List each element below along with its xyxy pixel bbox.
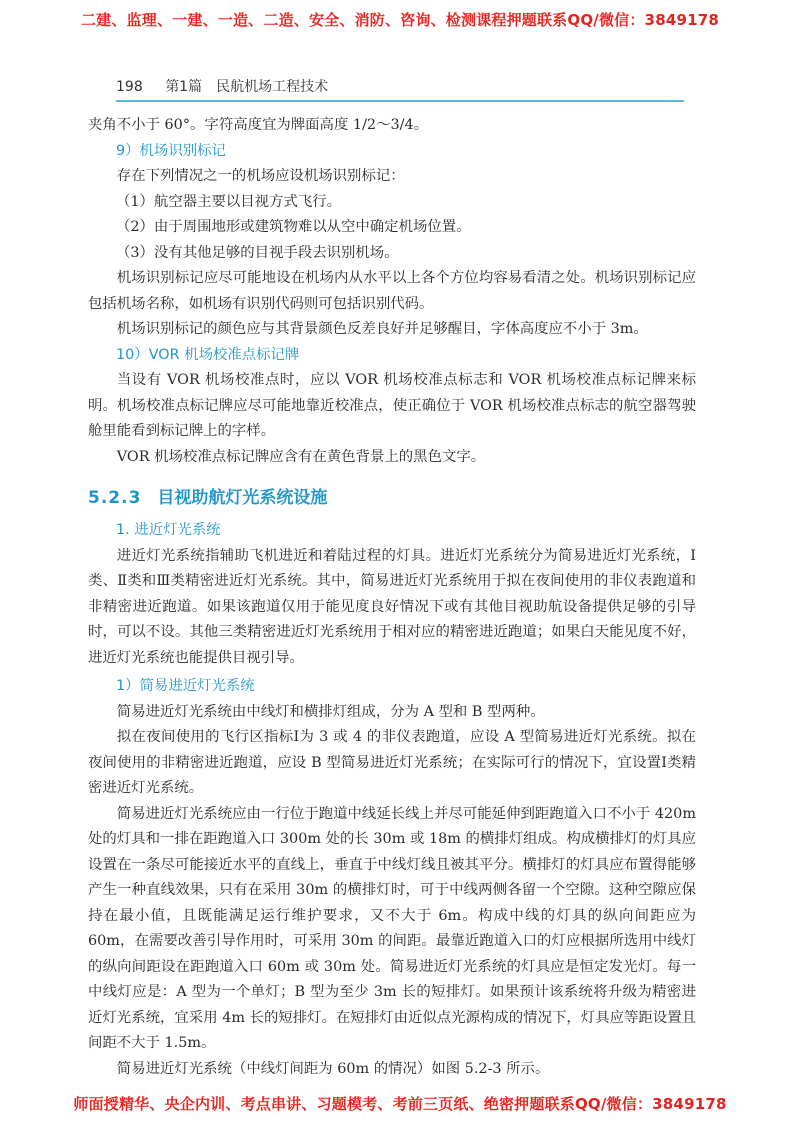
continued-paragraph: 夹角不小于 60°。字符高度宜为牌面高度 1/2～3/4。 [88, 117, 429, 133]
list-item: （3）没有其他足够的目视手段去识别机场。 [116, 244, 399, 261]
paragraph: 机场识别标记的颜色应与其背景颜色反差良好并足够醒目，字体高度应不小于 3m。 [116, 321, 648, 337]
header-rule [116, 100, 684, 102]
paragraph: 机场识别标记应尽可能地设在机场内从水平以上各个方位均容易看清之处。机场识别标记应包括机场名称，如机场有识别代码则可包括识别代码。 [88, 270, 696, 312]
paragraph: 简易进近灯光系统应由一行位于跑道中线延长线上并尽可能延伸到距跑道入口不小于 420m 处的灯具和一排在距跑道入口 300m 处的长 30m 或 18m 的横排灯组成。构成横排灯的灯具应设置在一条尽可能接近水平的直线上，垂直于中线灯线且被其平分。横排灯的灯具应布置得能够产生一种直线效果，只有在采用 30m 的横排灯时，可于中线两侧各留一个空隙。这种空隙应保持在最小值，且既能满足运行维护要求，又不大于 6m。构成中线的灯具的纵向间距应为 60m，在需要改善引导作用时，可采用 30m 的间距。最靠近跑道入口的灯应根据所选用中线灯的纵向间距设在距跑道入口 60m 或 30m 处。简易进近灯光系统的灯具应是恒定发光灯。每一中线灯应是：A 型为一个单灯；B 型为至少 3m 长的短排灯。如果预计该系统将升级为精密进近灯光系统，宜采用 4m 长的短排灯。在短排灯由近似点光源构成的情况下，灯具应等距设置且间距不大于 1.5m。 [88, 805, 696, 1051]
paragraph: 拟在夜间使用的飞行区指标Ⅰ为 3 或 4 的非仪表跑道，应设 A 型简易进近灯光系统。拟在夜间使用的非精密进近跑道，应设 B 型简易进近灯光系统；在实际可行的情况下，宜设置Ⅰ类精密进近灯光系统。 [88, 729, 696, 796]
subheading-approach-lighting: 1. 进近灯光系统 [116, 522, 221, 538]
paragraph: VOR 机场校准点标记牌应含有在黄色背景上的黑色文字。 [116, 448, 486, 465]
paragraph: 存在下列情况之一的机场应设机场识别标记： [116, 168, 405, 184]
list-item: （2）由于周围地形或建筑物难以从空中确定机场位置。 [116, 219, 471, 235]
paragraph: 当设有 VOR 机场校准点时，应以 VOR 机场校准点标志和 VOR 机场校准点标记牌来标明。机场校准点标记牌应尽可能地靠近校准点，使正确位于 VOR 机场校准点标志的航空器驾驶舱里能看到标记牌上的字样。 [88, 372, 696, 439]
paragraph: 简易进近灯光系统由中线灯和横排灯组成，分为 A 型和 B 型两种。 [116, 703, 545, 720]
bottom-promo-banner: 师面授精华、央企内训、考点串讲、习题模考、考前三页纸、绝密押题联系QQ/微信：3849178 [73, 1095, 727, 1113]
section-title: 目视助航灯光系统设施 [157, 488, 328, 508]
part-title: 第1篇 民航机场工程技术 [165, 79, 329, 95]
page-body [88, 113, 696, 1082]
top-promo-banner: 二建、监理、一建、一造、二造、安全、消防、咨询、检测课程押题联系QQ/微信：3849178 [80, 11, 720, 29]
paragraph: 进近灯光系统指辅助飞机进近和着陆过程的灯具。进近灯光系统分为简易进近灯光系统，Ⅰ类、Ⅱ类和Ⅲ类精密进近灯光系统。其中，简易进近灯光系统用于拟在夜间使用的非仪表跑道和非精密进近跑道。如果该跑道仅用于能见度良好情况下或有其他目视助航设备提供足够的引导时，可以不设。其他三类精密进近灯光系统用于相对应的精密进近跑道；如果白天能见度不好，进近灯光系统也能提供目视引导。 [88, 547, 696, 666]
section-number: 5.2.3 [88, 488, 142, 508]
page-number: 198 [116, 79, 143, 95]
subheading-simple-approach-lighting: 1）简易进近灯光系统 [116, 678, 255, 694]
running-header [116, 76, 328, 96]
paragraph: 简易进近灯光系统（中线灯间距为 60m 的情况）如图 5.2-3 所示。 [116, 1060, 550, 1077]
section-heading [88, 484, 696, 512]
subheading-airport-id-marking: 9）机场识别标记 [116, 142, 226, 159]
list-item: （1）航空器主要以目视方式飞行。 [116, 193, 342, 210]
subheading-vor-checkpoint-sign: 10）VOR 机场校准点标记牌 [116, 346, 300, 363]
